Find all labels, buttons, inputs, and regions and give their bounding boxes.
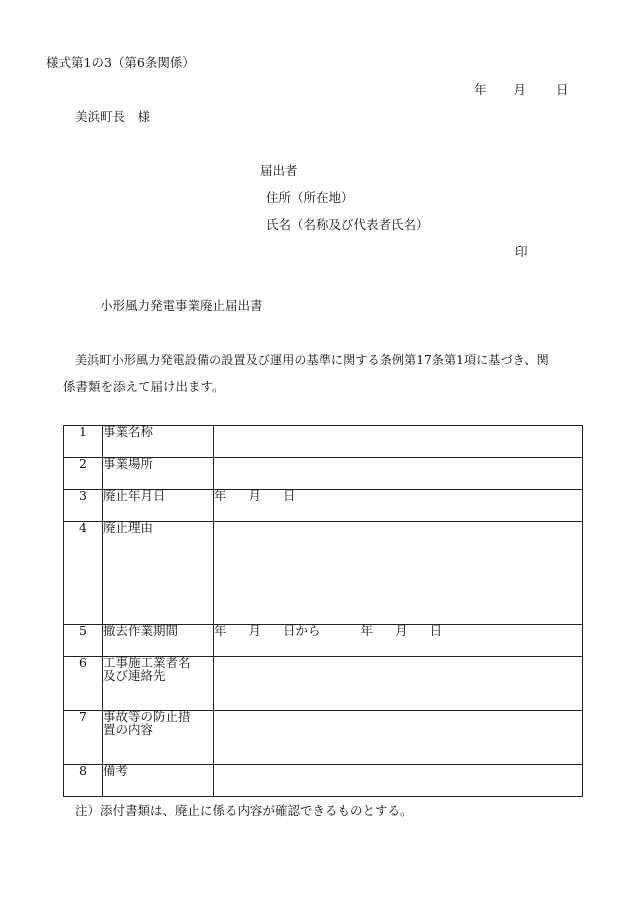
row-label: 事業名称 — [103, 426, 214, 458]
end-year: 年 — [360, 623, 374, 638]
body-text-line2: 係書類を添えて届け出ます。 — [63, 379, 225, 394]
end-month: 月 — [395, 623, 408, 638]
footnote: 注）添付書類は、廃止に係る内容が確認できるものとする。 — [75, 803, 413, 818]
row-number: 2 — [64, 458, 103, 490]
table-row — [64, 657, 583, 711]
name-label: 氏名（名称及び代表者氏名） — [266, 217, 429, 232]
end-day: 日 — [429, 623, 443, 638]
abolition-day: 日 — [283, 488, 296, 503]
start-day-from: 日から — [283, 623, 321, 638]
contractor-field[interactable] — [214, 657, 583, 711]
addressee: 美浜町長 様 — [75, 109, 151, 124]
document-title: 小形風力発電事業廃止届出書 — [100, 298, 263, 313]
abolition-month: 月 — [248, 488, 262, 503]
row-number: 7 — [64, 711, 103, 765]
row-label-line1: 工事施工業者名 — [103, 655, 191, 670]
row-label — [103, 657, 214, 711]
table-row — [64, 711, 583, 765]
row-number: 1 — [64, 426, 103, 458]
row-number: 3 — [64, 490, 103, 522]
table-row — [64, 426, 583, 458]
row-label-line2: 及び連絡先 — [103, 667, 166, 683]
submitter-title: 届出者 — [260, 163, 298, 178]
start-month: 月 — [248, 623, 262, 638]
row-label: 備考 — [103, 765, 214, 797]
date-day: 日 — [556, 82, 569, 97]
seal-mark: 印 — [515, 244, 528, 259]
row-label — [103, 711, 214, 765]
table-row — [64, 765, 583, 797]
row-number: 6 — [64, 657, 103, 711]
removal-period-field[interactable] — [214, 625, 583, 657]
row-label: 廃止年月日 — [103, 490, 214, 522]
row-number: 8 — [64, 765, 103, 797]
accident-prevention-field[interactable] — [214, 711, 583, 765]
abolition-reason-field[interactable] — [214, 522, 583, 625]
row-label-line1: 事故等の防止措 — [103, 709, 191, 724]
remarks-field[interactable] — [214, 765, 583, 797]
table-row — [64, 490, 583, 522]
abolition-year: 年 — [214, 488, 227, 503]
business-name-field[interactable] — [214, 426, 583, 458]
row-label-line2: 置の内容 — [103, 721, 154, 737]
table-row — [64, 458, 583, 490]
row-label: 廃止理由 — [103, 522, 214, 625]
form-number: 様式第1の3（第6条関係） — [46, 55, 195, 70]
row-number: 5 — [64, 625, 103, 657]
table-row — [64, 625, 583, 657]
business-location-field[interactable] — [214, 458, 583, 490]
start-year: 年 — [214, 623, 227, 638]
form-table — [63, 425, 583, 797]
submission-date — [474, 84, 569, 97]
body-text-line1: 美浜町小形風力発電設備の設置及び運用の基準に関する条例第17条第1項に基づき、関 — [75, 353, 549, 367]
address-label: 住所（所在地） — [266, 190, 354, 205]
date-month: 月 — [513, 82, 527, 97]
abolition-date-field[interactable] — [214, 490, 583, 522]
row-label: 撤去作業期間 — [103, 625, 214, 657]
row-number: 4 — [64, 522, 103, 625]
date-year: 年 — [474, 82, 487, 97]
table-row — [64, 522, 583, 625]
row-label: 事業場所 — [103, 458, 214, 490]
